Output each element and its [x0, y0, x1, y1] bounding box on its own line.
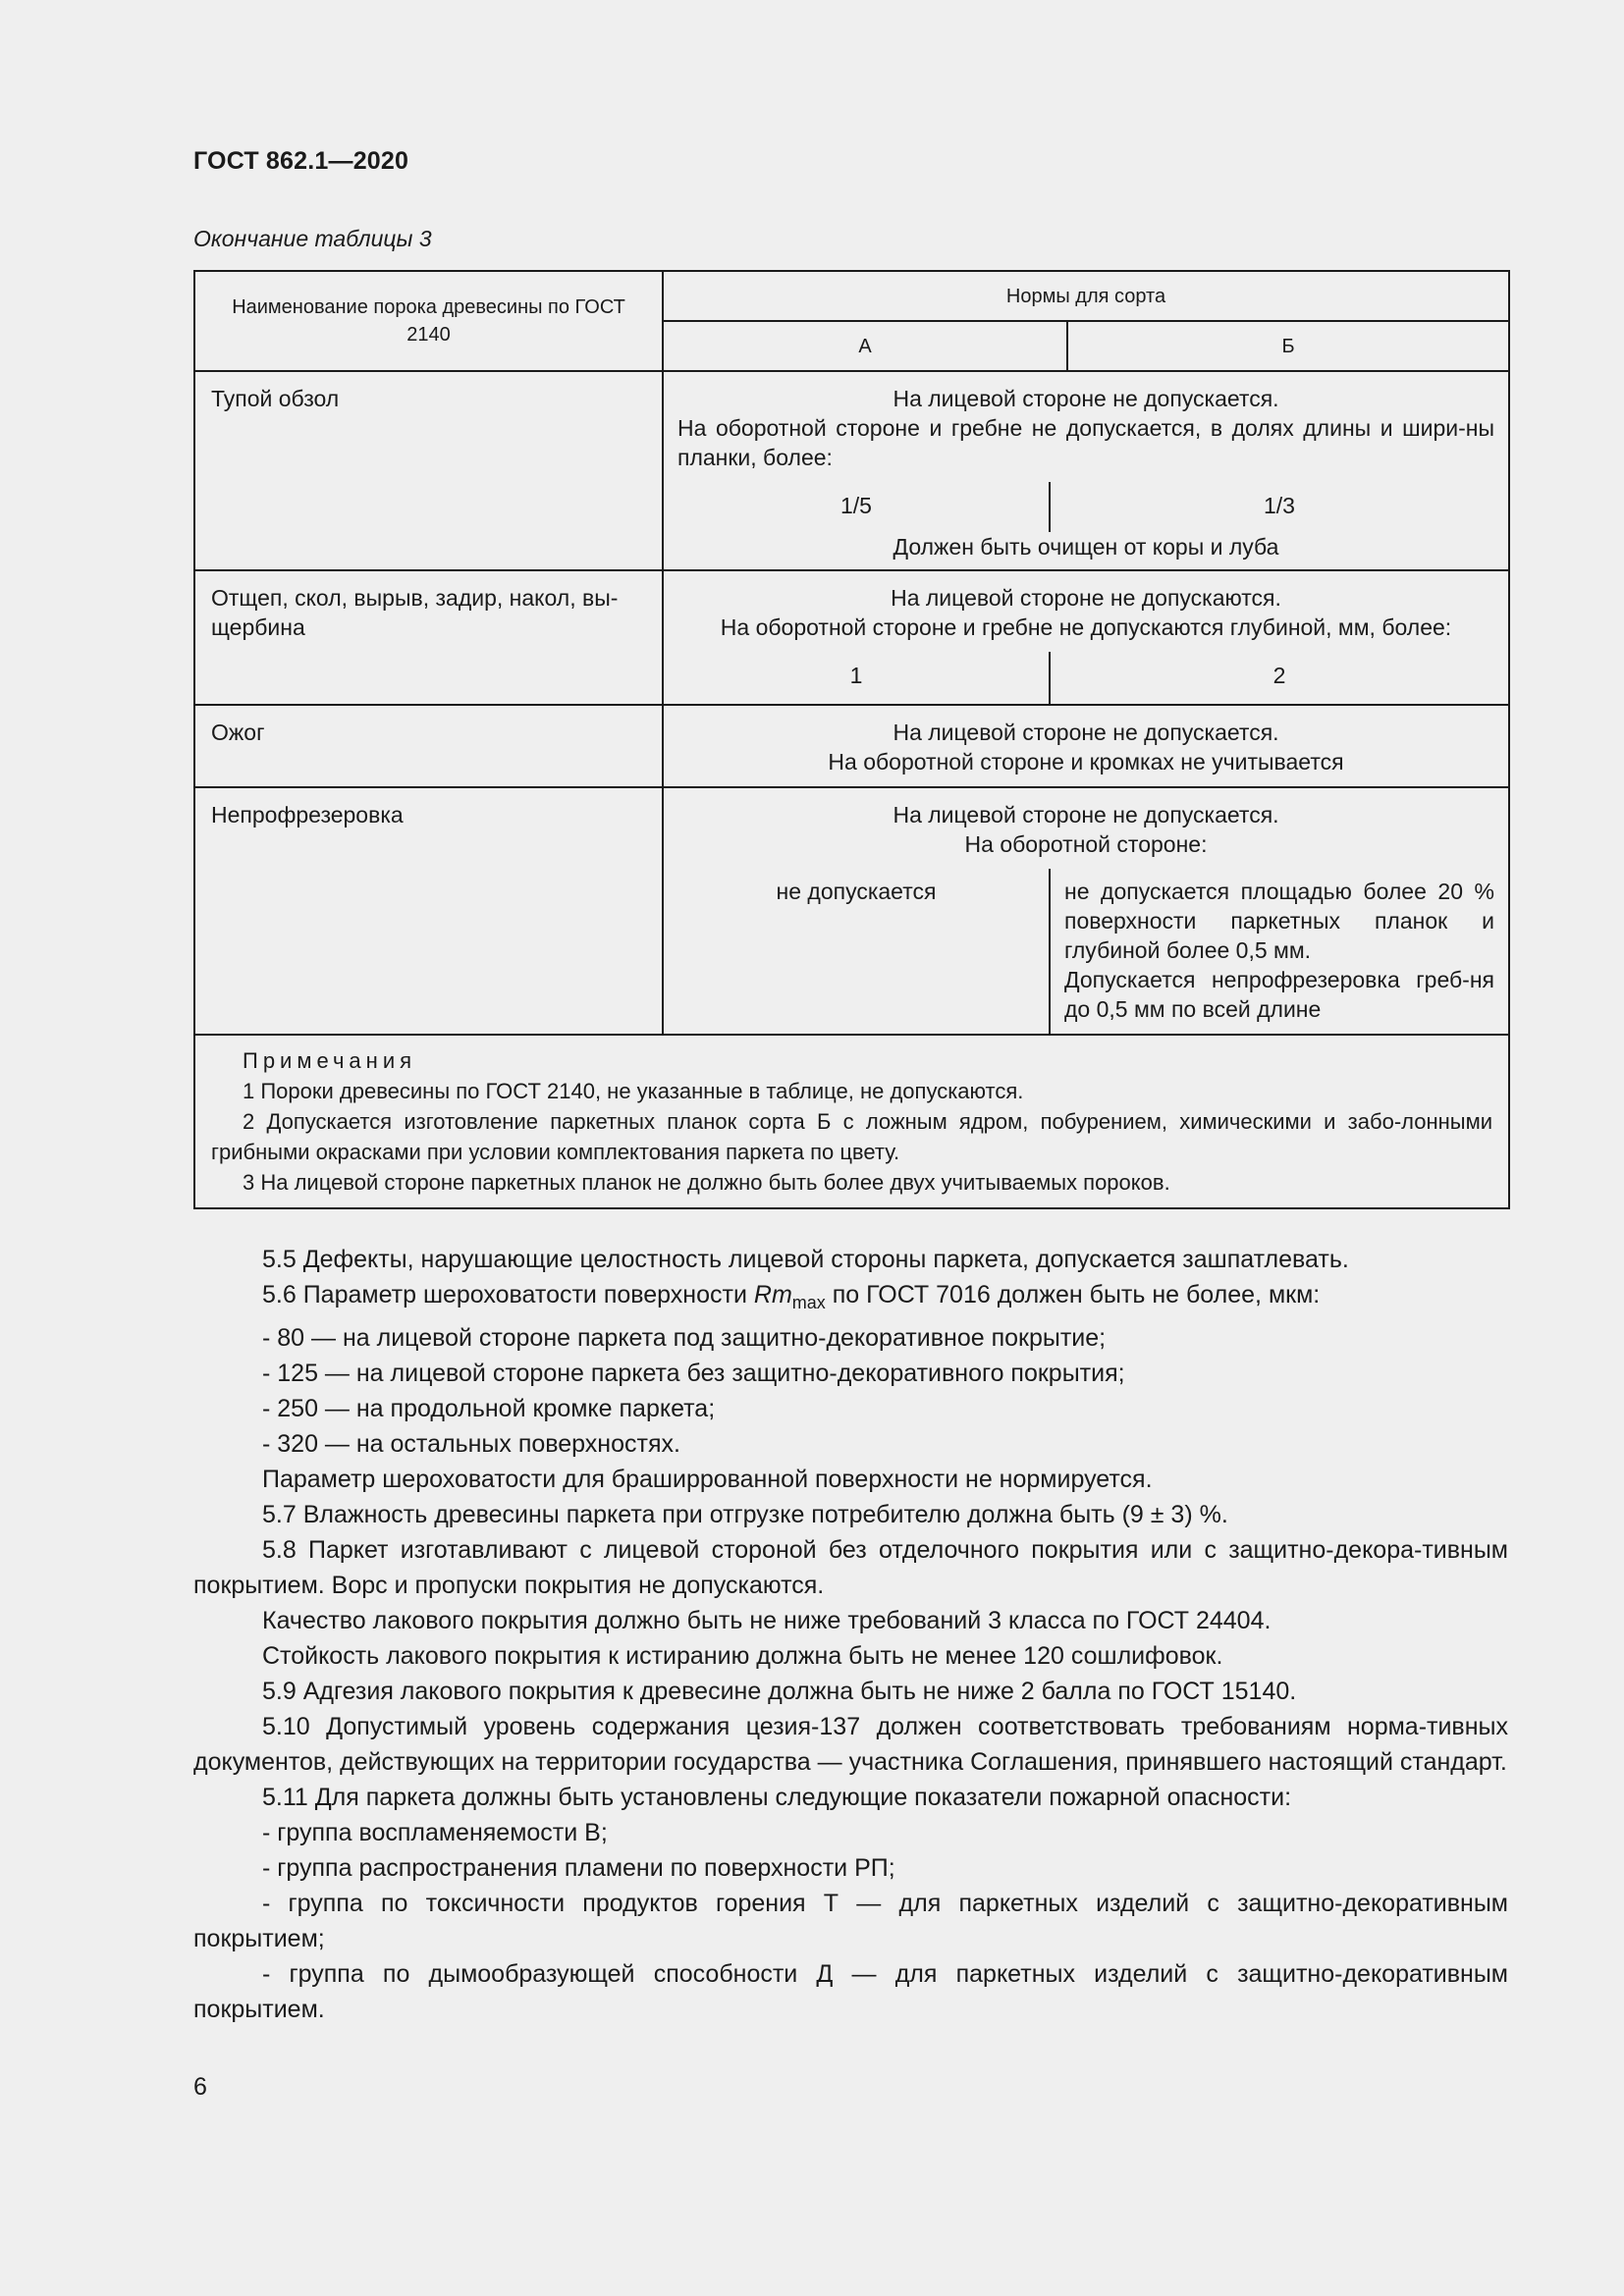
row-norms [663, 705, 1509, 787]
table-caption: Окончание таблицы 3 [193, 226, 432, 251]
list-item: - 125 — на лицевой стороне паркета без защитно-декоративного покрытия; [262, 1360, 1125, 1387]
grade-a-value: 1/5 [840, 493, 872, 518]
grade-a-value: 1 [849, 663, 863, 688]
norm-line: Должен быть очищен от коры и луба [893, 534, 1279, 560]
row-name: Отщеп, скол, вырыв, задир, накол, вы-щербина [194, 570, 663, 705]
norm-line: На оборотной стороне и гребне не допускаются глубиной, мм, более: [720, 614, 1452, 640]
paragraph: 5.7 Влажность древесины паркета при отгрузке потребителю должна быть (9 ± 3) %. [262, 1501, 1228, 1528]
norm-line: На лицевой стороне не допускается. [893, 720, 1279, 745]
norm-line: На лицевой стороне не допускаются. [891, 585, 1281, 611]
row-name: Непрофрезеровка [194, 787, 663, 1035]
grade-b-value: не допускается площадью более 20 % поверхности паркетных планок и глубиной более 0,5 мм. [1064, 879, 1494, 963]
paragraph: 5.9 Адгезия лакового покрытия к древесине должна быть не ниже 2 балла по ГОСТ 15140. [262, 1678, 1297, 1705]
row-name: Ожог [194, 705, 663, 787]
paragraph: Параметр шероховатости для браширрованной поверхности не нормируется. [262, 1466, 1153, 1493]
row-norms [663, 371, 1509, 570]
list-item: - 320 — на остальных поверхностях. [262, 1430, 680, 1458]
paragraph: Качество лакового покрытия должно быть не ниже требований 3 класса по ГОСТ 24404. [262, 1607, 1272, 1634]
list-item: - группа по дымообразующей способности Д — для паркетных изделий с защитно-декоративным покрытием. [193, 1960, 1508, 2023]
paragraph: 5.11 Для паркета должны быть установлены следующие показатели пожарной опасности: [262, 1784, 1292, 1811]
list-item: - группа воспламеняемости В; [262, 1819, 608, 1846]
paragraph: Стойкость лакового покрытия к истиранию должна быть не менее 120 сошлифовок. [262, 1642, 1223, 1670]
grade-b-value: Допускается непрофрезеровка греб-ня до 0,5 мм по всей длине [1064, 967, 1494, 1022]
paragraph: 5.10 Допустимый уровень содержания цезия-137 должен соответствовать требованиям норма-тивных документов, действующих на территории государства — участника Соглашения, принявшего настоящий стандарт. [193, 1713, 1508, 1776]
note-item: 3 На лицевой стороне паркетных планок не должно быть более двух учитываемых пороков. [243, 1170, 1170, 1195]
paragraph [193, 1277, 1508, 1320]
grade-b-value: 2 [1049, 652, 1508, 704]
notes-title: Примечания [243, 1048, 417, 1073]
list-item: - группа по токсичности продуктов горения Т — для паркетных изделий с защитно-декоративным покрытием; [193, 1890, 1508, 1952]
header-grade-b: Б [1067, 321, 1509, 371]
list-item: - 250 — на продольной кромке паркета; [262, 1395, 716, 1422]
table-row [194, 705, 1509, 787]
norm-line: На лицевой стороне не допускается. [893, 386, 1279, 411]
grade-b-value: 1/3 [1049, 482, 1508, 532]
norm-line: На лицевой стороне не допускается. [893, 802, 1279, 828]
row-norms [663, 787, 1509, 1035]
norm-line: На оборотной стороне: [964, 831, 1208, 857]
norm-line: На оборотной стороне и гребне не допускается, в долях длины и шири-ны планки, более: [677, 415, 1494, 470]
page-number: 6 [193, 2073, 207, 2101]
header-grade-a: А [663, 321, 1067, 371]
table-row [194, 570, 1509, 705]
note-item: 1 Пороки древесины по ГОСТ 2140, не указанные в таблице, не допускаются. [243, 1079, 1024, 1103]
roughness-subscript: max [791, 1293, 826, 1312]
header-norms: Нормы для сорта [663, 271, 1509, 321]
body-text [193, 1242, 1508, 2027]
defects-table [193, 270, 1510, 1209]
paragraph: 5.8 Паркет изготавливают с лицевой стороной без отделочного покрытия или с защитно-декора-тивным покрытием. Ворс и пропуски покрытия не допускаются. [193, 1536, 1508, 1599]
list-item: - группа распространения пламени по поверхности РП; [262, 1854, 895, 1882]
document-header: ГОСТ 862.1—2020 [193, 147, 409, 175]
header-defect-name: Наименование порока древесины по ГОСТ 2140 [194, 271, 663, 371]
row-norms [663, 570, 1509, 705]
table-row [194, 371, 1509, 570]
table-notes [194, 1035, 1509, 1208]
table-row [194, 787, 1509, 1035]
text-fragment: 5.6 Параметр шероховатости поверхности [262, 1281, 754, 1308]
roughness-symbol: Rm [753, 1281, 792, 1308]
norm-line: На оборотной стороне и кромках не учитывается [828, 749, 1344, 774]
note-item: 2 Допускается изготовление паркетных планок сорта Б с ложным ядром, побурением, химическими и забо-лонными грибными окрасками при условии комплектования паркета по цвету. [211, 1109, 1492, 1164]
text-fragment: по ГОСТ 7016 должен быть не более, мкм: [825, 1281, 1321, 1308]
grade-a-value: не допускается [776, 879, 937, 904]
paragraph: 5.5 Дефекты, нарушающие целостность лицевой стороны паркета, допускается зашпатлевать. [262, 1246, 1349, 1273]
list-item: - 80 — на лицевой стороне паркета под защитно-декоративное покрытие; [262, 1324, 1107, 1352]
row-name: Тупой обзол [194, 371, 663, 570]
